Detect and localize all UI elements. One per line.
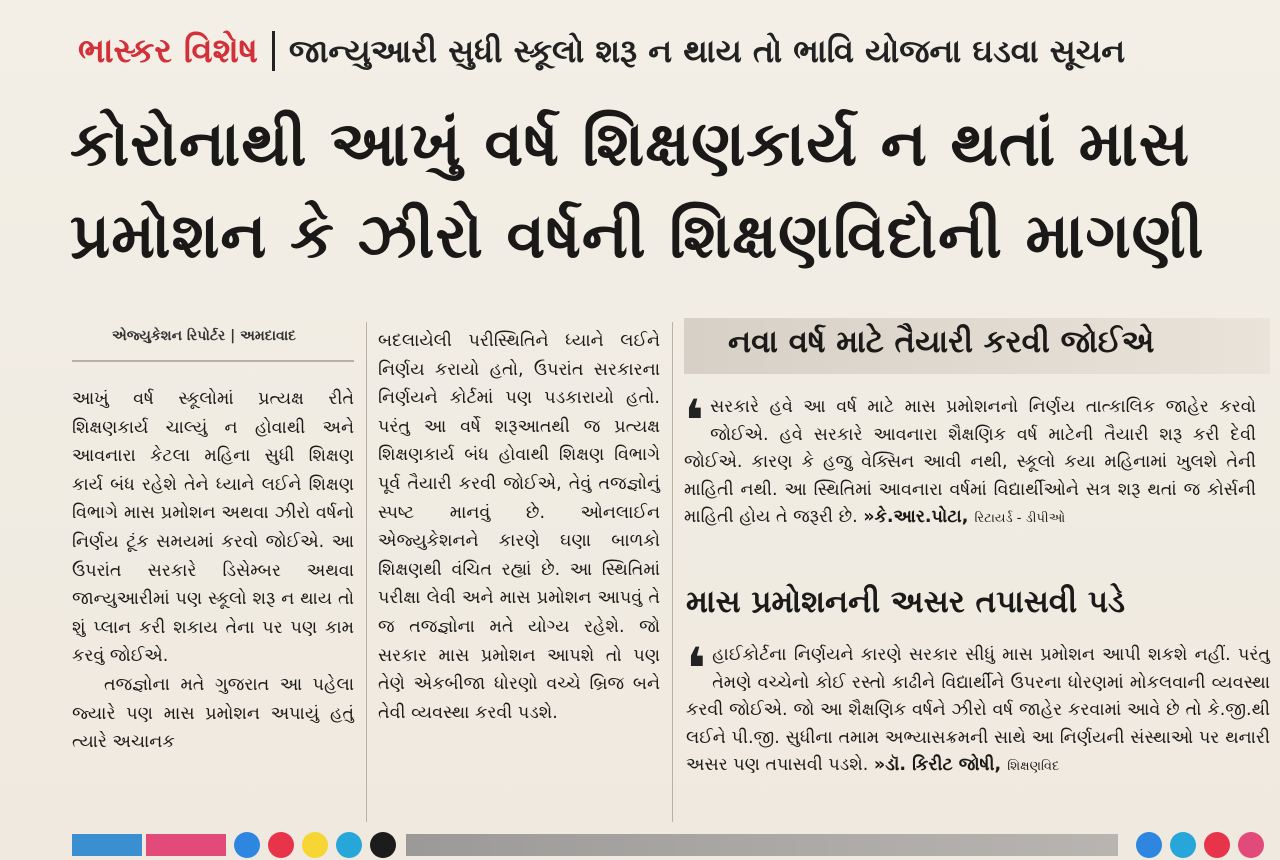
quote-mark-icon: ❛ (684, 387, 705, 455)
column-a (72, 385, 354, 757)
headline (70, 98, 1250, 282)
strip-dot-black (370, 832, 396, 858)
strip-dot-red (268, 832, 294, 858)
strip-dot-blue (234, 832, 260, 858)
box2-sig-role: શિક્ષણવિદ (1007, 759, 1060, 775)
column-a-paragraph-2: તજજ્ઞોના મતે ગુજરાત આ પહેલા જ્યારે પણ માસ પ્રમોશન અપાયું હતું ત્યારે અચાનક (72, 674, 354, 753)
strip-dot-pink (1238, 832, 1264, 858)
box1-signature (863, 507, 1065, 527)
column-divider-1 (366, 322, 367, 822)
headline-line-1: કોરોનાથી આખું વર્ષ શિક્ષણકાર્ય ન થતાં માસ (70, 107, 1190, 180)
kicker-divider (272, 31, 275, 71)
box1-text: સરકારે હવે આ વર્ષ માટે માસ પ્રમોશનનો નિર્ણય તાત્કાલિક જાહેર કરવો જોઈએ. હવે સરકારે આવનારા શૈક્ષણિક વર્ષ માટેની તૈયારી શરૂ કરી દેવી જોઈએ. કારણ કે હજુ વેક્સિન આવી નથી, સ્કૂલો કયા મહિનામાં ખુલશે તેની માહિતી નથી. આ સ્થિતિમાં આવનારા વર્ષમાં વિદ્યાર્થીઓને સત્ર શરૂ થતાં જ કોર્સની માહિતી હોય તે જરૂરી છે. (684, 397, 1256, 528)
box2-text: હાઈકોર્ટના નિર્ણયને કારણે સરકાર સીધું માસ પ્રમોશન આપી શકશે નહીં. પરંતુ તેમણે વચ્ચેનો કોઈ રસ્તો કાઢીને વિદ્યાર્થીને ઉપરના ધોરણમાં મોકલવાની વ્યવસ્થા કરવી જોઈએ. જો આ શૈક્ષણિક વર્ષને ઝીરો વર્ષ જાહેર કરવામાં આવે છે તો કે.જી.થી લઈને પી.જી. સુધીના તમામ અભ્યાસક્રમની સાથે આ નિર્ણયની સંસ્થાઓ પર થનારી અસર પણ તપાસવી પડશે. (686, 645, 1270, 776)
strip-gray-bar (406, 834, 1118, 856)
byline-rule (72, 360, 354, 362)
box2-sig-name: »ડૉ. કિરીટ જોષી, (873, 755, 1002, 776)
strip-swatch-pink (146, 834, 226, 856)
box1-quote (684, 387, 1256, 533)
strip-dot-cyan (336, 832, 362, 858)
strip-dot-red-2 (1204, 832, 1230, 858)
box1-sig-name: »કે.આર.પોટા, (863, 507, 969, 528)
box1-sig-role: રિટાયર્ડ - ડીપીઓ (974, 511, 1066, 527)
column-b-paragraph-1: બદલાયેલી પરીસ્થિતિને ધ્યાને લઈને નિર્ણય કરાયો હતો, ઉપરાંત સરકારના નિર્ણયને કોર્ટમાં પણ પડકારાયો હતો. પરંતુ આ વર્ષે શરૂઆતથી જ પ્રત્યક્ષ શિક્ષણકાર્ય બંધ હોવાથી શિક્ષણ વિભાગે પૂર્વ તૈયારી કરવી જોઈએ, તેવું તજજ્ઞોનું સ્પષ્ટ માનવું છે. ઓનલાઈન એજ્યુકેશનને કારણે ઘણા બાળકો શિક્ષણથી વંચિત રહ્યાં છે. આ સ્થિતિમાં પરીક્ષા લેવી અને માસ પ્રમોશન આપવું તે જ તજજ્ઞોના મતે યોગ્ય રહેશે. જો સરકાર માસ પ્રમોશન આપશે તો પણ તેણે એકબીજા ધોરણો વચ્ચે બ્રિજ બને તેવી વ્યવસ્થા કરવી પડશે. (378, 331, 660, 723)
column-b (378, 327, 660, 727)
quote-mark-icon: ❛ (686, 635, 707, 703)
box2-heading: માસ પ્રમોશનની અસર તપાસવી પડે (686, 584, 1126, 620)
box2-quote (686, 635, 1270, 781)
column-a-paragraph-1: આખું વર્ષ સ્કૂલોમાં પ્રત્યક્ષ રીતે શિક્ષણકાર્ય ચાલ્યું ન હોવાથી અને આવનારા કેટલા મહિના સુધી શિક્ષણ કાર્ય બંધ રહેશે તેને ધ્યાને લઈને શિક્ષણ વિભાગે માસ પ્રમોશન અથવા ઝીરો વર્ષનો નિર્ણય ટૂંક સમયમાં કરવો જોઈએ. આ ઉપરાંત સરકારે ડિસેમ્બર અથવા જાન્યુઆરીમાં પણ સ્કૂલો શરૂ ન થાય તો શું પ્લાન કરી શકાય તેના પર પણ કામ કરવું જોઈએ. (72, 389, 354, 667)
kicker-line (78, 22, 1258, 80)
strip-swatch-blue (72, 834, 142, 856)
box2-signature (874, 755, 1059, 775)
byline: એજ્યુકેશન રિપોર્ટર | અમદાવાદ (112, 328, 296, 344)
strip-dot-yellow (302, 832, 328, 858)
strip-dot-blue-2 (1136, 832, 1162, 858)
headline-line-2: પ્રમોશન કે ઝીરો વર્ષની શિક્ષણવિદોની માગણી (70, 199, 1205, 272)
kicker-subhead: જાન્યુઆરી સુધી સ્કૂલો શરૂ ન થાય તો ભાવિ યોજના ઘડવા સૂચન (288, 31, 1126, 70)
color-registration-strip (0, 830, 1280, 860)
strip-dot-cyan-2 (1170, 832, 1196, 858)
column-divider-2 (672, 322, 673, 822)
box1-heading-band (684, 318, 1270, 374)
box1-heading: નવા વર્ષ માટે તૈયારી કરવી જોઈએ (728, 324, 1155, 360)
kicker-brand: ભાસ્કર વિશેષ (78, 31, 258, 71)
